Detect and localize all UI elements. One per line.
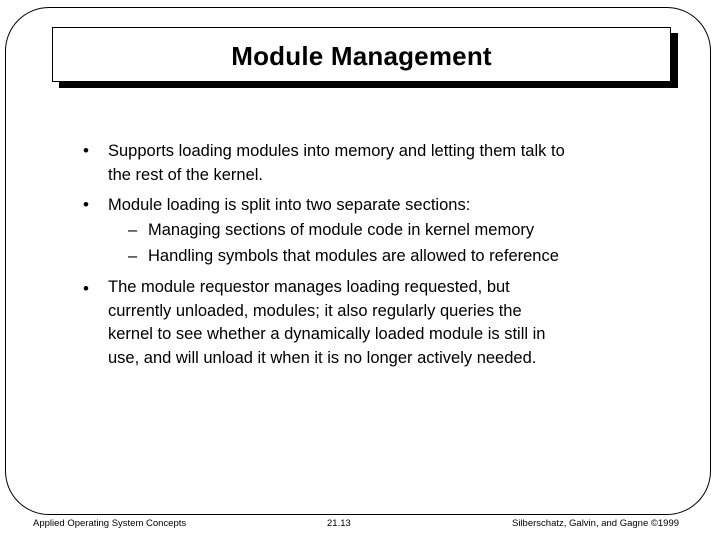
bullet-line: kernel to see whether a dynamically loaded module is still in bbox=[108, 325, 546, 343]
sub-bullet-text: Managing sections of module code in kernel memory bbox=[148, 221, 535, 239]
sub-bullet-marker: – bbox=[128, 221, 138, 239]
slide-title: Module Management bbox=[231, 41, 492, 71]
footer-page-number: 21.13 bbox=[327, 518, 351, 529]
bullet-text bbox=[108, 194, 470, 218]
bullet-line: currently unloaded, modules; it also regularly queries the bbox=[108, 301, 522, 320]
sub-bullet-marker: – bbox=[128, 247, 138, 265]
bullet-line: Module loading is split into two separate sections: bbox=[108, 196, 471, 214]
bullet-text bbox=[108, 276, 545, 370]
bullet-line: use, and will unload it when it is no longer actively needed. bbox=[108, 348, 537, 367]
bullet-line: The module requestor manages loading requested, but bbox=[108, 278, 510, 296]
bullet-line: the rest of the kernel. bbox=[108, 165, 264, 184]
bullet-marker: • bbox=[83, 279, 89, 298]
title-box bbox=[52, 27, 671, 82]
bullet-marker: • bbox=[83, 141, 89, 160]
footer-right: Silberschatz, Galvin, and Gagne ©1999 bbox=[512, 518, 680, 529]
bullet-line: Supports loading modules into memory and letting them talk to bbox=[108, 142, 565, 160]
bullet-marker: • bbox=[83, 195, 89, 214]
sub-bullet-text: Handling symbols that modules are allowed to reference bbox=[148, 247, 559, 265]
footer-left: Applied Operating System Concepts bbox=[33, 518, 187, 529]
bullet-text bbox=[108, 140, 565, 187]
